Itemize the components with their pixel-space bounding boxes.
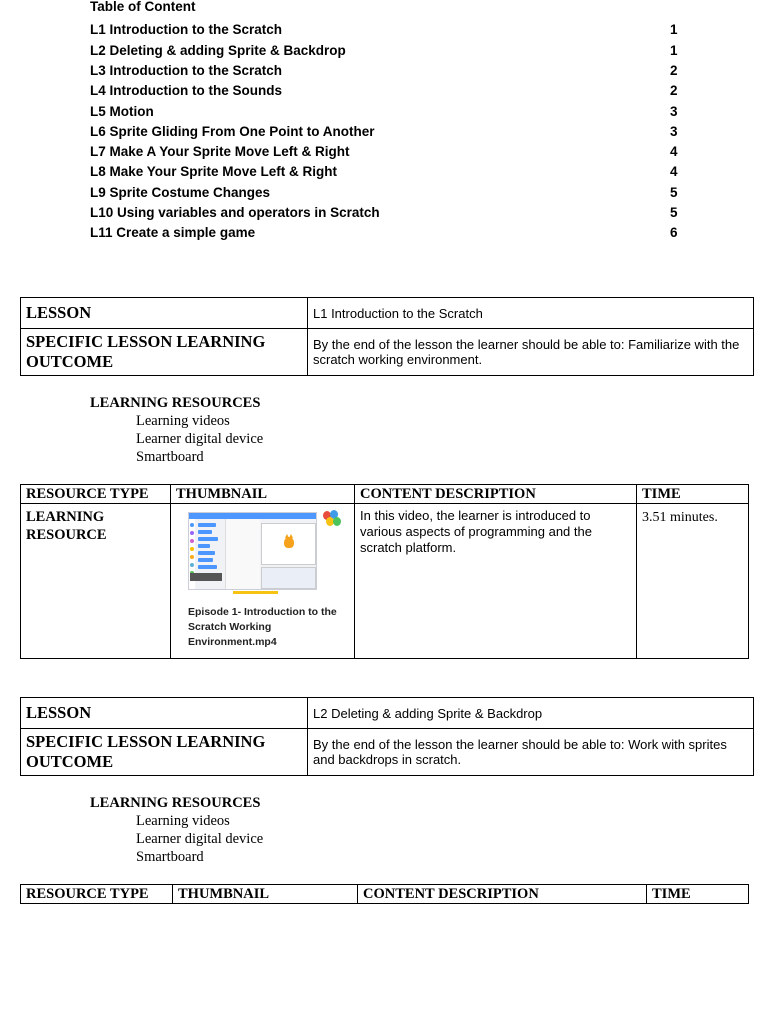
learning-resources-list [90, 794, 263, 866]
lesson-label: LESSON [21, 298, 308, 329]
toc-entry-page: 4 [670, 144, 678, 159]
toc-entry-label: L3 Introduction to the Scratch [90, 63, 283, 78]
outcome-label-line-2: OUTCOME [26, 352, 114, 371]
toc-entry[interactable] [90, 204, 678, 222]
lesson-label: LESSON [21, 698, 308, 729]
thumbnail-cell [171, 504, 355, 659]
toc-entry[interactable] [90, 103, 678, 121]
lesson-1-table [20, 297, 754, 376]
header-thumbnail: THUMBNAIL [173, 885, 358, 904]
toc-entry-page: 6 [670, 225, 678, 240]
resource-type-line-2: RESOURCE [26, 527, 107, 543]
outcome-label [21, 329, 308, 376]
header-time: TIME [637, 485, 749, 504]
toc-entry-label: L2 Deleting & adding Sprite & Backdrop [90, 42, 346, 58]
outcome-label-line-1: SPECIFIC LESSON LEARNING [26, 332, 266, 351]
resource-item: Learner digital device [136, 431, 264, 447]
header-time: TIME [647, 885, 749, 904]
toc-entry[interactable] [90, 62, 678, 80]
learning-resources-title: LEARNING RESOURCES [90, 395, 261, 411]
toc-entry-label: L5 Motion [90, 103, 154, 119]
toc-entry[interactable] [90, 82, 678, 100]
thumbnail-caption: Episode 1- Introduction to the Scratch Working Environment.mp4 [188, 606, 337, 648]
header-content-description: CONTENT DESCRIPTION [355, 485, 637, 504]
learning-resources-title: LEARNING RESOURCES [90, 795, 261, 811]
header-resource-type: RESOURCE TYPE [21, 485, 171, 504]
scratch-screenshot [188, 512, 317, 590]
cat-sprite-icon [284, 537, 294, 548]
resource-item: Learning videos [136, 413, 230, 429]
toc-entry-label: L9 Sprite Costume Changes [90, 184, 271, 200]
resource-type-cell [21, 504, 171, 659]
toc-entry-label: L10 Using variables and operators in Scratch [90, 204, 380, 220]
toc-entry-page: 4 [670, 164, 678, 179]
outcome-value: By the end of the lesson the learner should be able to: Familiarize with the scratch working environment. [308, 329, 754, 376]
toc-entry-page: 2 [670, 63, 678, 78]
resource-table-1 [20, 484, 749, 659]
resource-type-line-1: LEARNING [26, 509, 105, 525]
resource-item: Smartboard [136, 849, 204, 865]
outcome-label-line-2: OUTCOME [26, 752, 114, 771]
toc-entry-page: 3 [670, 103, 678, 119]
toc-entry-label: L7 Make A Your Sprite Move Left & Right [90, 144, 350, 159]
toc-entry[interactable] [90, 143, 678, 161]
header-content-description: CONTENT DESCRIPTION [358, 885, 647, 904]
resource-item: Smartboard [136, 449, 204, 465]
toc-entry[interactable] [90, 21, 678, 39]
video-thumbnail[interactable] [171, 504, 354, 652]
toc-title: Table of Content [90, 0, 196, 14]
header-thumbnail: THUMBNAIL [171, 485, 355, 504]
toc-entry-label: L8 Make Your Sprite Move Left & Right [90, 164, 338, 179]
lesson-value: L1 Introduction to the Scratch [308, 298, 754, 329]
outcome-label [21, 729, 308, 776]
balloons-icon [321, 510, 343, 532]
toc-entry-page: 5 [670, 204, 678, 220]
resource-table-2 [20, 884, 749, 904]
lesson-2-table [20, 697, 754, 776]
toc-entry[interactable] [90, 123, 678, 141]
header-resource-type: RESOURCE TYPE [21, 885, 173, 904]
toc-entry-page: 1 [670, 22, 678, 37]
toc-entry-page: 5 [670, 184, 678, 200]
toc-entry-label: L6 Sprite Gliding From One Point to Another [90, 123, 375, 139]
toc-entry[interactable] [90, 224, 678, 242]
toc-entry-page: 1 [670, 42, 678, 58]
time-cell: 3.51 minutes. [637, 504, 749, 659]
lesson-value: L2 Deleting & adding Sprite & Backdrop [308, 698, 754, 729]
toc-entry-label: L11 Create a simple game [90, 225, 256, 240]
toc-entry-label: L1 Introduction to the Scratch [90, 22, 283, 37]
toc-entry[interactable] [90, 184, 678, 202]
outcome-label-line-1: SPECIFIC LESSON LEARNING [26, 732, 266, 751]
resource-item: Learning videos [136, 813, 230, 829]
resource-item: Learner digital device [136, 831, 264, 847]
toc-entry-label: L4 Introduction to the Sounds [90, 83, 282, 98]
toc-entry-page: 2 [670, 83, 678, 98]
table-row [21, 504, 749, 659]
toc-entry[interactable] [90, 42, 678, 60]
outcome-value: By the end of the lesson the learner should be able to: Work with sprites and backdrops in scratch. [308, 729, 754, 776]
learning-resources-list [90, 394, 263, 466]
toc-entry-page: 3 [670, 123, 678, 139]
toc-entry[interactable] [90, 163, 678, 181]
content-description-cell: In this video, the learner is introduced to various aspects of programming and the scratch platform. [355, 504, 637, 659]
